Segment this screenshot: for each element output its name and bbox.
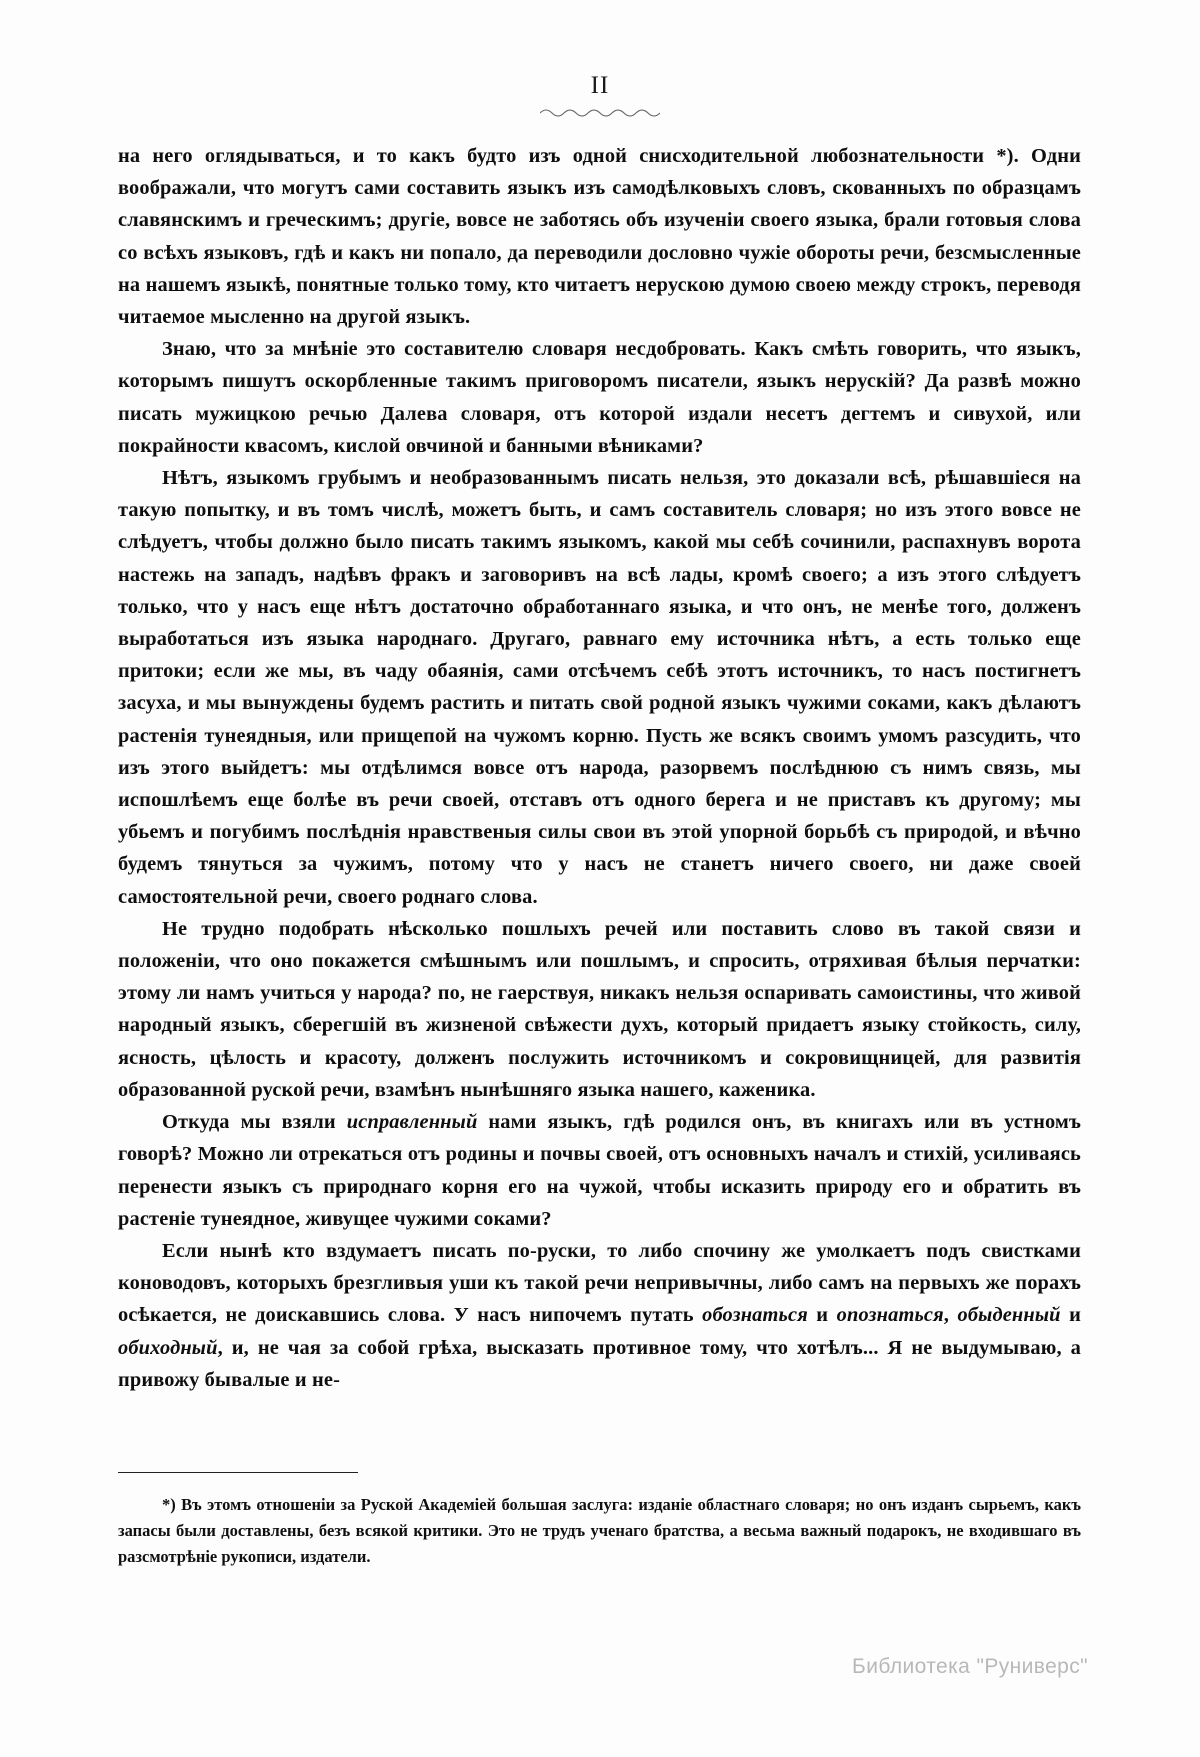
footnote-text: *) Въ этомъ отношеніи за Руской Академіей большая заслуга: изданіе областнаго словаря; но онъ изданъ сырьемъ, какъ запасы были доставлены, безъ всякой критики. Это не трудъ ученаго братства, а весьма важный подарокъ, не входившаго въ разсмотрѣніе рукописи, издатели. [118,1495,1081,1566]
footnote-separator [118,1472,358,1473]
page-body [118,140,1081,1396]
footnote-block [118,1492,1081,1570]
paragraph: на него оглядываться, и то какъ будто изъ одной снисходительной любознательности *). Одни воображали, что могутъ сами составить языкъ изъ самодѣлковыхъ словъ, скованныхъ по образцамъ славянскимъ и греческимъ; другіе, вовсе не заботясь объ изученіи своего языка, брали готовыя слова со всѣхъ языковъ, гдѣ и какъ ни попало, да переводили дословно чужіе обороты речи, безсмысленные на нашемъ языкѣ, понятные только тому, кто читаетъ нерускою думою своею между строкъ, переводя читаемое мысленно на другой языкъ. [118,145,1081,329]
paragraph: Откуда мы взяли исправленный нами языкъ, гдѣ родился онъ, въ книгахъ или въ устномъ говорѣ? Можно ли отрекаться отъ родины и почвы своей, отъ основныхъ началъ и стихій, усиливаясь перенести языкъ съ природнаго корня его на чужой, чтобы исказить природу его и обратить въ растеніе тунеядное, живущее чужими соками? [118,1111,1082,1230]
paragraph: Знаю, что за мнѣніе это составителю словаря несдобровать. Какъ смѣть говорить, что языкъ, которымъ пишутъ оскорбленные такимъ приговоромъ писатели, языкъ нерускій? Да развѣ можно писать мужицкою речью Далева словаря, отъ которой издали несетъ дегтемъ и сивухой, или покрайности квасомъ, кислой овчиной и банными вѣниками? [118,338,1081,457]
wavy-rule-ornament [540,104,660,114]
paragraph: Если нынѣ кто вздумаетъ писать по-руски, то либо спочину же умолкаетъ подъ свистками коноводовъ, которыхъ брезгливыя уши къ такой речи непривычны, либо самъ на первыхъ же порахъ осѣкается, не доискавшись слова. У насъ нипочемъ путать обознаться и опознаться, обыденный и обиходный, и, не чая за собой грѣха, высказать противное тому, что хотѣлъ... Я не выдумываю, а привожу бывалые и не- [118,1239,1081,1391]
library-watermark: Библиотека "Руниверс" [852,1655,1088,1678]
page-number: II [590,72,610,99]
paragraph: Не трудно подобрать нѣсколько пошлыхъ речей или поставить слово въ такой связи и положеніи, что оно покажется смѣшнымъ или пошлымъ, и спросить, отряхивая бѣлыя перчатки: этому ли намъ учиться у народа? по, не гаерствуя, никакъ нельзя оспаривать самоистины, что живой народный языкъ, сберегшій въ жизненой свѣжести духъ, который придаетъ языку стойкость, силу, ясность, цѣлость и красоту, долженъ послужить источникомъ и сокровищницей, для развитія образованной руской речи, взамѣнъ нынѣшняго языка нашего, каженика. [118,917,1081,1101]
paragraph: Нѣтъ, языкомъ грубымъ и необразованнымъ писать нельзя, это доказали всѣ, рѣшавшіеся на такую попытку, и въ томъ числѣ, можетъ быть, и самъ составитель словаря; но изъ этого вовсе не слѣдуетъ, чтобы должно было писать такимъ языкомъ, какой мы себѣ сочинили, распахнувъ ворота настежь на западъ, надѣвъ фракъ и заговоривъ на всѣ лады, кромѣ своего; а изъ этого слѣдуетъ только, что у насъ еще нѣтъ достаточно обработаннаго языка, и что онъ, не менѣе того, долженъ выработаться изъ языка народнаго. Другаго, равнаго ему источника нѣтъ, а есть только еще притоки; если же мы, въ чаду обаянія, сами отсѣчемъ себѣ этотъ источникъ, то насъ постигнетъ засуха, и мы вынуждены будемъ растить и питать свой родной языкъ чужими соками, какъ дѣлаютъ растенія тунеядныя, или прищепой на чужомъ корню. Пусть же всякъ своимъ умомъ разсудить, что изъ этого выйдетъ: мы отдѣлимся вовсе отъ народа, разорвемъ послѣднюю съ нимъ связь, мы испошлѣемъ еще болѣе въ речи своей, отставъ отъ одного берега и не приставъ къ другому; мы убьемъ и погубимъ послѣднія нравственыя силы свои въ этой упорной борьбѣ съ природой, и вѣчно будемъ тянуться за чужимъ, потому что у насъ не станетъ ничего своего, ни даже своей самостоятельной речи, своего роднаго слова. [118,467,1081,908]
